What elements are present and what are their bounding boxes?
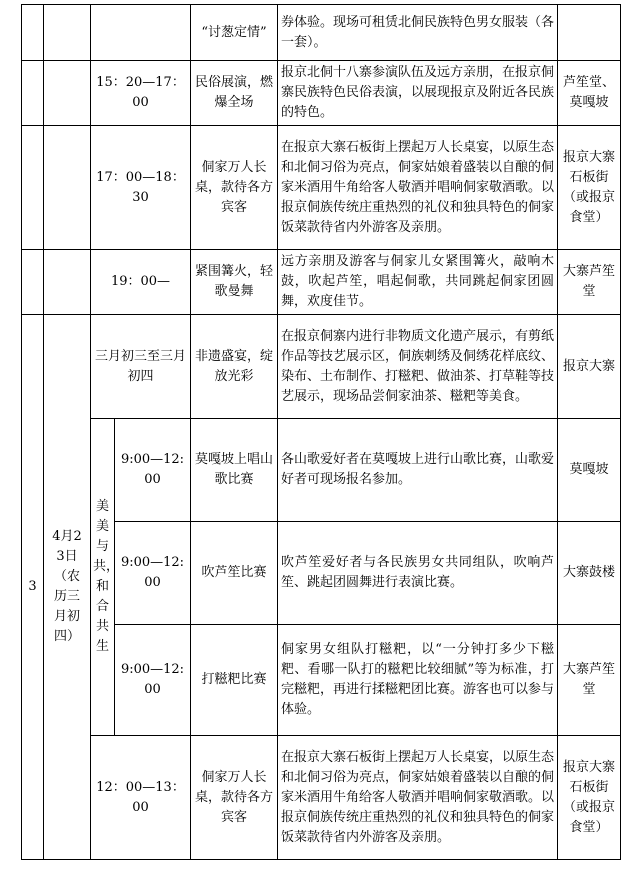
activity-cell: 非遗盛宴，绽放光彩 — [191, 315, 278, 419]
time-cell: 17：00—18：30 — [91, 126, 191, 250]
num-cell — [22, 61, 44, 126]
table-row — [22, 250, 621, 315]
description-cell: 券体验。现场可租赁北侗民族特色男女服装（各一套）。 — [278, 5, 558, 61]
time-cell: 三月初三至三月初四 — [91, 315, 191, 419]
place-cell: 大寨芦笙堂 — [558, 250, 621, 315]
place-cell: 大寨芦笙堂 — [558, 625, 621, 736]
date-cell — [44, 5, 91, 61]
place-cell: 大寨鼓楼 — [558, 522, 621, 625]
place-cell: 报京大寨 — [558, 315, 621, 419]
time-cell: 9:00—12:00 — [115, 522, 191, 625]
date-cell — [44, 126, 91, 250]
num-cell — [22, 126, 44, 250]
activity-prefix: 紧围 — [195, 264, 222, 279]
description-cell: 在报京大寨石板街上摆起万人长桌宴，以原生态和北侗习俗为亮点，侗家姑娘着盛装以自酿的侗家米酒用牛角给客人敬酒并唱响侗家敬酒歌。以报京侗族传统庄重热烈的礼仪和独具特色的侗家饭菜款待省内外游客及亲朋。 — [278, 736, 558, 860]
time-cell: 15：20—17：00 — [91, 61, 191, 126]
time-cell: 12：00—13：00 — [91, 736, 191, 860]
table-row — [22, 126, 621, 250]
num-cell — [22, 5, 44, 61]
date-cell — [44, 61, 91, 126]
description-cell: 侗家男女组队打糍粑，以“一分钟打多少下糍粑、看哪一队打的糍粑比较细腻”等为标准，打完糍粑，再进行揉糍粑团比赛。游客也可以参与体验。 — [278, 625, 558, 736]
table-row — [22, 5, 621, 61]
description-cell: 在报京侗寨内进行非物质文化遗产展示，有剪纸作品等技艺展示区，侗族刺绣及侗绣花样底纹、染布、土布制作、打糍粑、做油茶、打草鞋等技艺展示，现场品尝侗家油茶、糍粑等美食。 — [278, 315, 558, 419]
place-cell: 报京大寨石板街（或报京食堂） — [558, 736, 621, 860]
table-row — [22, 736, 621, 860]
day-date: 4月23日（农历三月初四） — [44, 315, 91, 860]
activity-cell: 民俗展演，燃爆全场 — [191, 61, 278, 126]
schedule-table — [21, 4, 621, 860]
place-cell: 报京大寨石板街（或报京食堂） — [558, 126, 621, 250]
time-cell: 9:00—12:00 — [115, 419, 191, 522]
place-cell: 莫嘎坡 — [558, 419, 621, 522]
activity-cell: 吹芦笙比赛 — [191, 522, 278, 625]
place-cell — [558, 5, 621, 61]
table-row — [22, 419, 621, 522]
description-cell: 各山歌爱好者在莫嘎坡上进行山歌比赛，山歌爱好者可现场报名参加。 — [278, 419, 558, 522]
activity-cell: 侗家万人长桌，款待各方宾客 — [191, 736, 278, 860]
activity-text: 篝火，轻歌曼舞 — [214, 264, 274, 299]
description-cell: 报京北侗十八寨参演队伍及远方亲朋，在报京侗寨民族特色民俗表演，以展现报京及附近各民族的特色。 — [278, 61, 558, 126]
description-cell: 远方亲朋及游客与侗家儿女紧围篝火，敲响木鼓，吹起芦笙，唱起侗歌，共同跳起侗家团圆舞，欢度佳节。 — [278, 250, 558, 315]
time-cell: 19：00— — [91, 250, 191, 315]
activity-cell: 莫嘎坡上唱山歌比赛 — [191, 419, 278, 522]
time-cell — [91, 5, 191, 61]
table-row — [22, 61, 621, 126]
description-cell: 在报京大寨石板街上摆起万人长桌宴，以原生态和北侗习俗为亮点，侗家姑娘着盛装以自酿的侗家米酒用牛角给客人敬酒并唱响侗家敬酒歌。以报京侗族传统庄重热烈的礼仪和独具特色的侗家饭菜款待省内外游客及亲朋。 — [278, 126, 558, 250]
activity-cell: 侗家万人长桌，款待各方宾客 — [191, 126, 278, 250]
date-cell — [44, 250, 91, 315]
day-number: 3 — [22, 315, 44, 860]
activity-cell: “讨葱定情” — [191, 5, 278, 61]
activity-cell — [191, 250, 278, 315]
description-cell: 吹芦笙爱好者与各民族男女共同组队，吹响芦笙、跳起团圆舞进行表演比赛。 — [278, 522, 558, 625]
activity-cell: 打糍粑比赛 — [191, 625, 278, 736]
place-cell: 芦笙堂、莫嘎坡 — [558, 61, 621, 126]
time-cell: 9:00—12:00 — [115, 625, 191, 736]
num-cell — [22, 250, 44, 315]
theme-cell: 美美与共，和合共生 — [91, 419, 115, 736]
table-row — [22, 315, 621, 419]
